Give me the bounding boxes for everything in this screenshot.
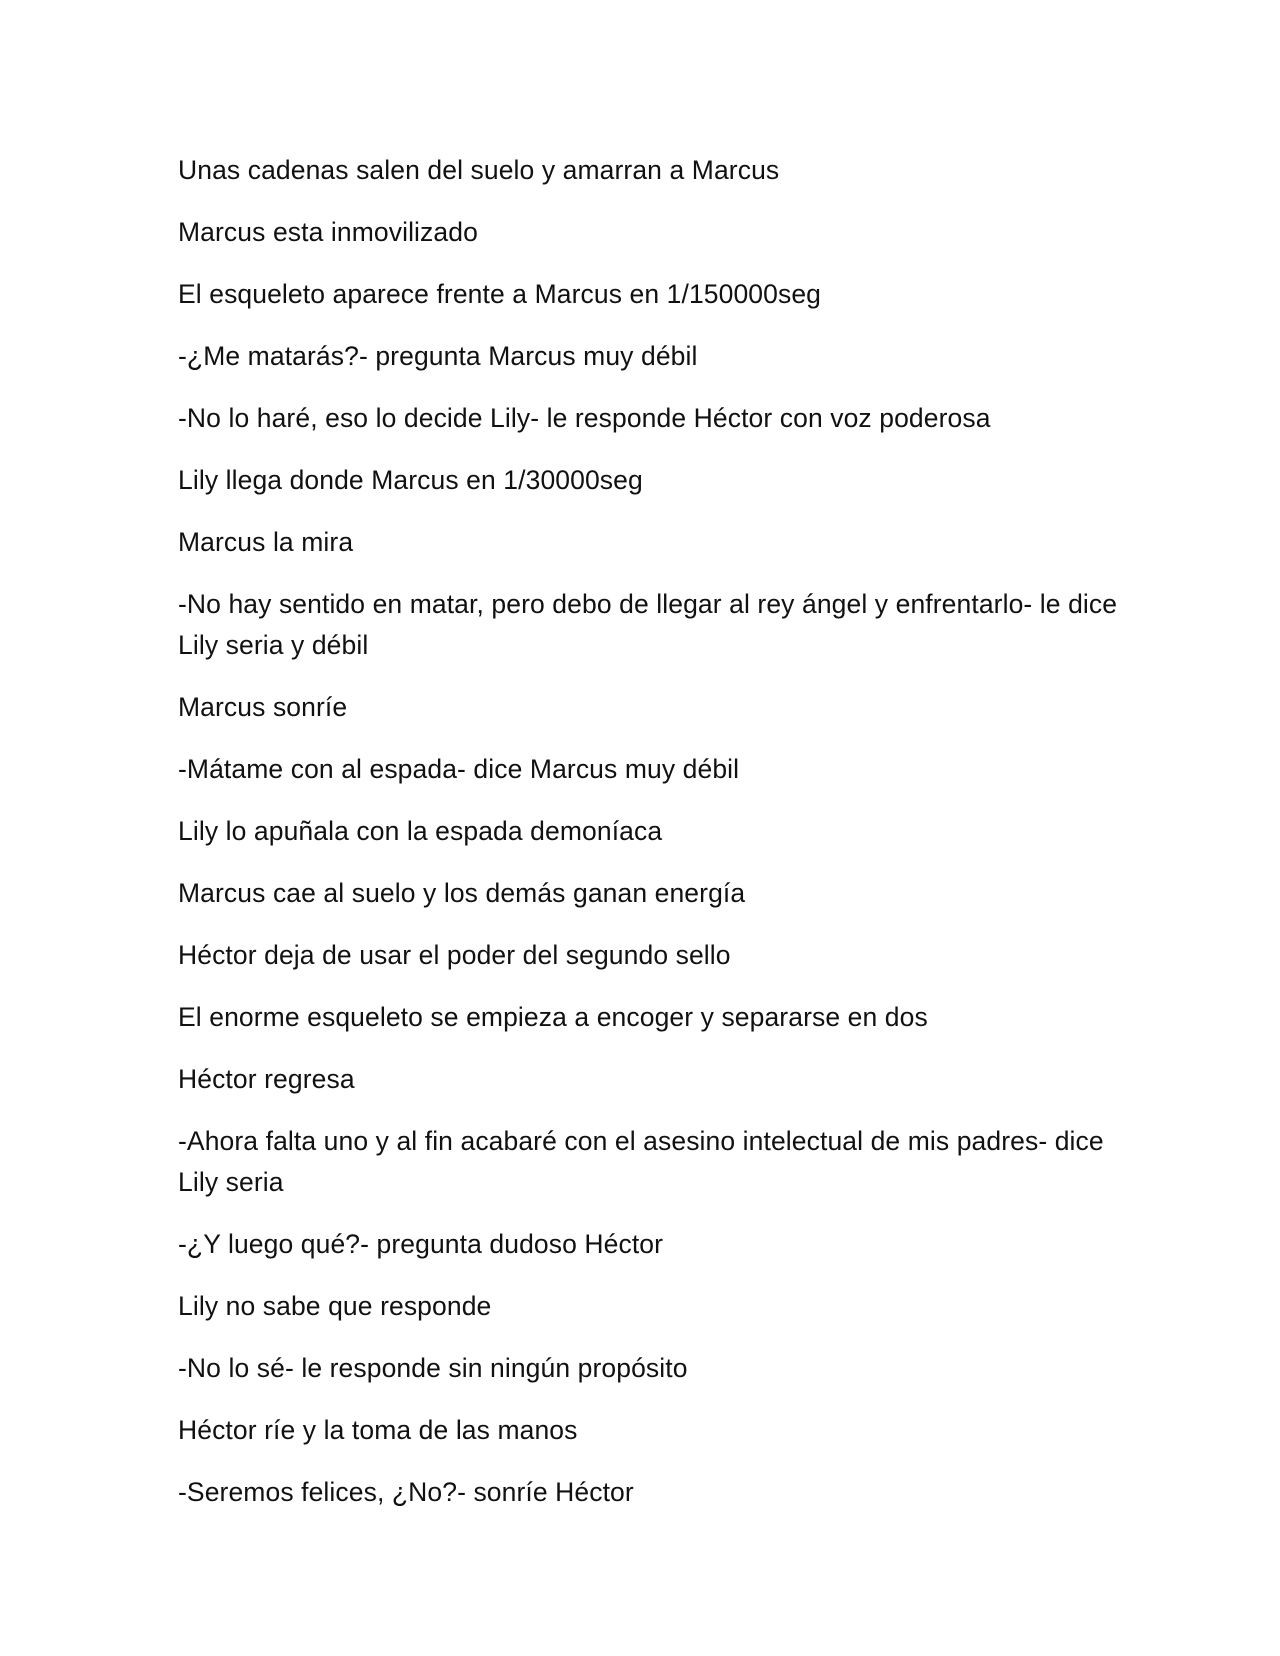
paragraph: -Mátame con al espada- dice Marcus muy débil	[178, 754, 740, 784]
paragraph: -Seremos felices, ¿No?- sonríe Héctor	[178, 1477, 634, 1507]
paragraph: Marcus la mira	[178, 527, 354, 557]
paragraph: Lily lo apuñala con la espada demoníaca	[178, 816, 663, 846]
paragraph: El esqueleto aparece frente a Marcus en 1/150000seg	[178, 279, 822, 309]
paragraph: -¿Y luego qué?- pregunta dudoso Héctor	[178, 1229, 664, 1259]
paragraph: Héctor regresa	[178, 1064, 355, 1094]
paragraph: -No lo haré, eso lo decide Lily- le responde Héctor con voz poderosa	[178, 403, 991, 433]
paragraph: Marcus cae al suelo y los demás ganan energía	[178, 878, 746, 908]
paragraph: Marcus sonríe	[178, 692, 348, 722]
paragraph: Lily llega donde Marcus en 1/30000seg	[178, 465, 643, 495]
paragraph: -Ahora falta uno y al fin acabaré con el asesino intelectual de mis padres- dice Lily seria	[178, 1126, 1104, 1197]
paragraph: Héctor ríe y la toma de las manos	[178, 1415, 578, 1445]
paragraph: -No hay sentido en matar, pero debo de llegar al rey ángel y enfrentarlo- le dice Lily seria y débil	[178, 589, 1118, 660]
paragraph: Unas cadenas salen del suelo y amarran a Marcus	[178, 155, 780, 185]
paragraph: El enorme esqueleto se empieza a encoger y separarse en dos	[178, 1002, 928, 1032]
paragraph: Lily no sabe que responde	[178, 1291, 492, 1321]
paragraph: Héctor deja de usar el poder del segundo sello	[178, 940, 731, 970]
document-body	[178, 150, 1118, 1534]
paragraph: -¿Me matarás?- pregunta Marcus muy débil	[178, 341, 698, 371]
paragraph: Marcus esta inmovilizado	[178, 217, 478, 247]
paragraph: -No lo sé- le responde sin ningún propósito	[178, 1353, 688, 1383]
